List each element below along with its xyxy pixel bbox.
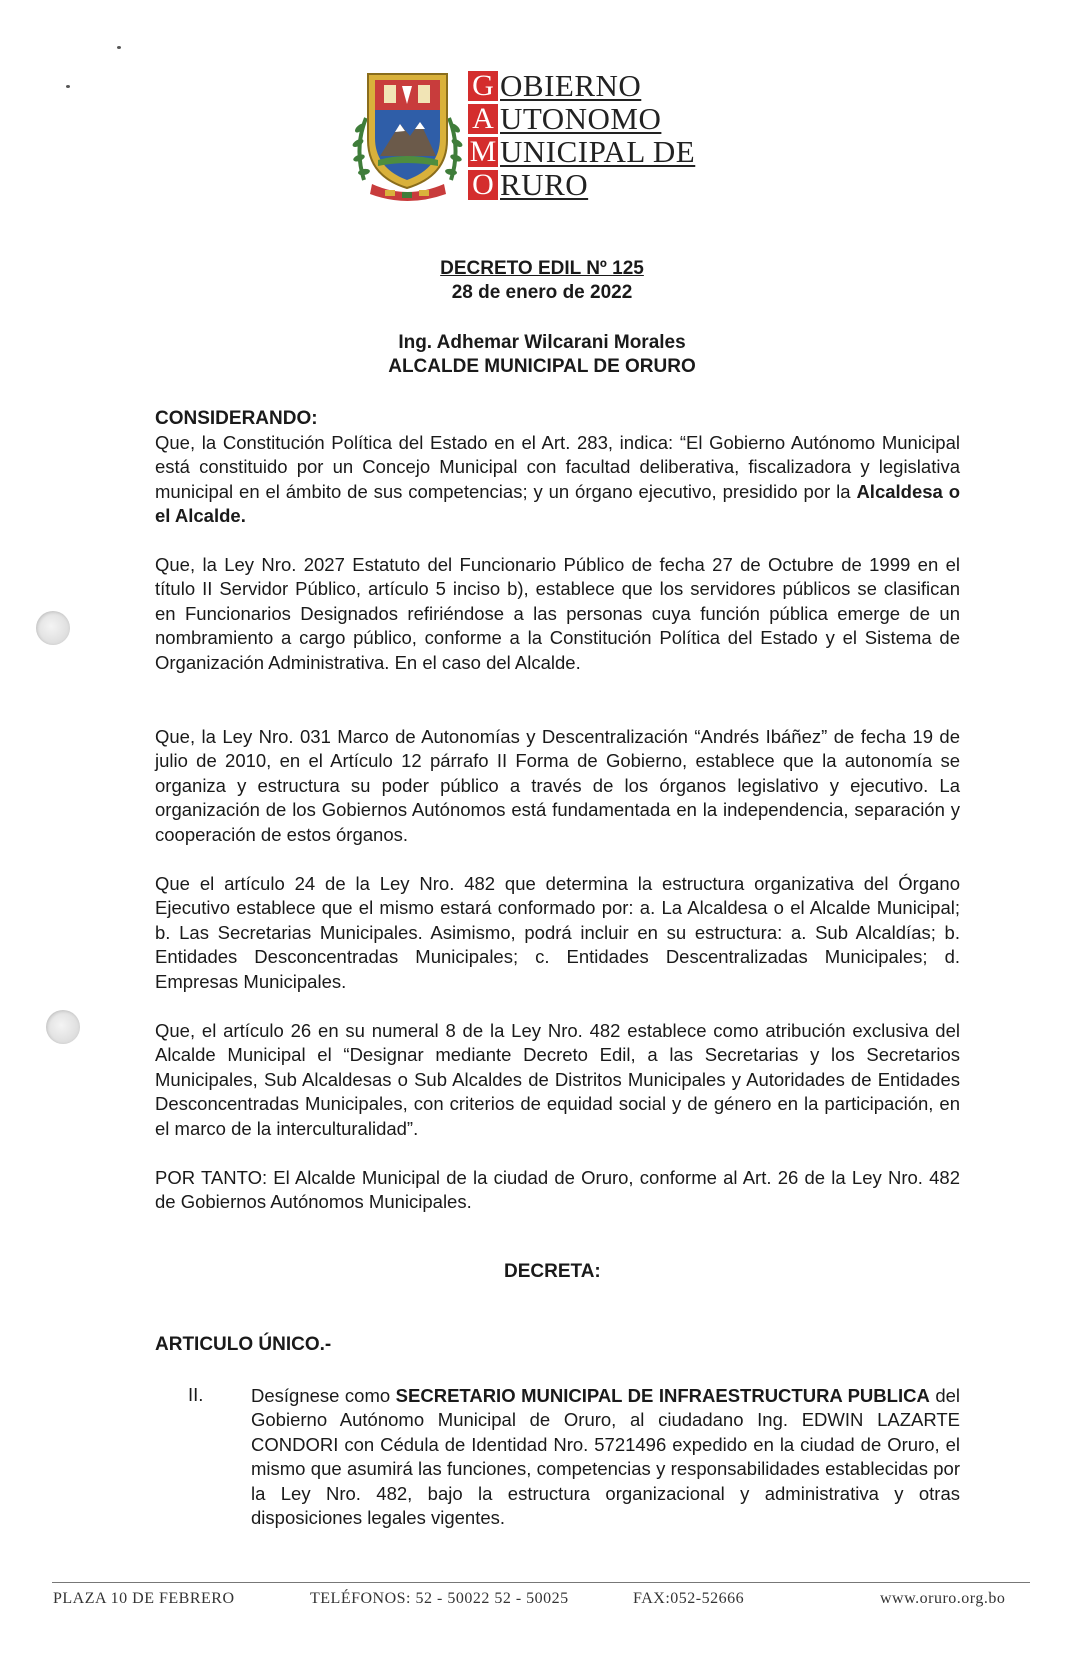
paragraph-text: Que, la Ley Nro. 2027 Estatuto del Funcionario Público de fecha 27 de Octubre de 1999 en el título II Servidor Público, artículo 5 inciso b), establece que los servidores públicos se clasifican en Funcionarios Designados refiriéndose a las personas cuya función pública emerge de un nombramiento a cargo público, conforme a la Constitución Política del Estado y el Sistema de Organización Administrativa. En el caso del Alcalde. <box>155 554 960 673</box>
logo-initial-m: M <box>469 135 497 168</box>
considerando-heading: CONSIDERANDO: <box>155 408 318 429</box>
paragraph-text: Que, el artículo 26 en su numeral 8 de la Ley Nro. 482 establece como atribución exclusiva del Alcalde Municipal el “Designar mediante Decreto Edil, a las Secretarias y los Secretarios Municipales, Sub Alcaldesas o Sub Alcaldes de Distritos Municipales y Autoridades de Entidades Desconcentradas Municipales, con criterios de equidad social y de género en la participación, en el marco de la interculturalidad”. <box>155 1020 960 1139</box>
footer-fax: FAX:052-52666 <box>633 1590 745 1607</box>
authority-office: ALCALDE MUNICIPAL DE ORURO <box>388 356 696 377</box>
considerando-paragraph-3 <box>155 725 960 847</box>
paragraph-text: Que el artículo 24 de la Ley Nro. 482 que determina la estructura organizativa del Órgano Ejecutivo establece que el mismo estará conformado por: a. La Alcaldesa o el Alcalde Municipal; b. Las Secretarias Municipales. Asimismo, podrá incluir en su estructura: a. Sub Alcaldías; b. Entidades Desconcentradas Municipales; c. Entidades Descentralizadas Municipales; d. Empresas Municipales. <box>155 873 960 992</box>
decree-number: DECRETO EDIL Nº 125 <box>440 258 644 279</box>
logo-word-oruro: RURO <box>500 167 589 202</box>
logo-initial-g: G <box>468 71 498 101</box>
considerando-paragraph-4 <box>155 872 960 994</box>
paragraph-text: Que, la Constitución Política del Estado en el Art. 283, indica: “El Gobierno Autónomo Municipal está constituido por un Concejo Municipal con facultad deliberativa, fiscalizadora y legislativa municipal en el ámbito de sus competencias; y un órgano ejecutivo, presidido por la <box>155 432 960 502</box>
authority-name: Ing. Adhemar Wilcarani Morales <box>398 332 686 353</box>
logo-initial-a: A <box>468 104 498 134</box>
scan-speck <box>117 46 121 49</box>
logo-word-autonomo: UTONOMO <box>500 101 662 136</box>
logo-word-gobierno: OBIERNO <box>500 68 642 103</box>
footer-divider <box>52 1582 1030 1583</box>
punch-hole <box>46 1010 80 1044</box>
articulo-number: II. <box>188 1384 204 1405</box>
articulo-text-part: Desígnese como <box>251 1385 396 1406</box>
considerando-paragraph-2 <box>155 553 960 675</box>
considerando-paragraph-1 <box>155 431 960 529</box>
decree-date: 28 de enero de 2022 <box>451 282 633 303</box>
logo-word-municipal: UNICIPAL DE <box>500 134 696 169</box>
paragraph-bold-text: Alcaldesa o el Alcalde. <box>155 480 961 527</box>
footer-address: PLAZA 10 DE FEBRERO <box>53 1590 235 1607</box>
decreta-heading: DECRETA: <box>504 1261 601 1282</box>
institution-logo <box>350 68 750 203</box>
articulo-text-part: del Gobierno Autónomo Municipal de Oruro, al ciudadano Ing. EDWIN LAZARTE CONDORI con Cédula de Identidad Nro. 5721496 expedido en la ciudad de Oruro, el mismo que asumirá las funciones, competencias y responsabilidades establecidas por la Ley Nro. 482, bajo la estructura organizacional y administrativa y otras disposiciones legales vigentes. <box>251 1385 961 1529</box>
articulo-text <box>251 1384 960 1530</box>
coat-of-arms-icon <box>350 68 465 203</box>
paragraph-text: Que, la Ley Nro. 031 Marco de Autonomías y Descentralización “Andrés Ibáñez” de fecha 19 de julio de 2010, en el Artículo 12 párrafo II Forma de Gobierno, establece que la autonomía se organiza y estructura su poder público a través de los órganos legislativo y ejecutivo. La organización de los Gobiernos Autónomos está fundamentada en la independencia, separación y cooperación de estos órganos. <box>155 726 960 845</box>
footer-phones: TELÉFONOS: 52 - 50022 52 - 50025 <box>310 1590 569 1607</box>
logo-initial-o: O <box>468 170 498 200</box>
punch-hole <box>36 611 70 645</box>
paragraph-text: POR TANTO: El Alcalde Municipal de la ciudad de Oruro, conforme al Art. 26 de la Ley Nro. 482 de Gobiernos Autónomos Municipales. <box>155 1167 960 1213</box>
footer-website: www.oruro.org.bo <box>880 1590 1006 1607</box>
por-tanto-paragraph <box>155 1166 960 1215</box>
considerando-paragraph-5 <box>155 1019 960 1141</box>
scan-speck <box>66 85 70 88</box>
articulo-heading: ARTICULO ÚNICO.- <box>155 1334 332 1355</box>
articulo-position-title: SECRETARIO MUNICIPAL DE INFRAESTRUCTURA PUBLICA <box>395 1385 930 1406</box>
